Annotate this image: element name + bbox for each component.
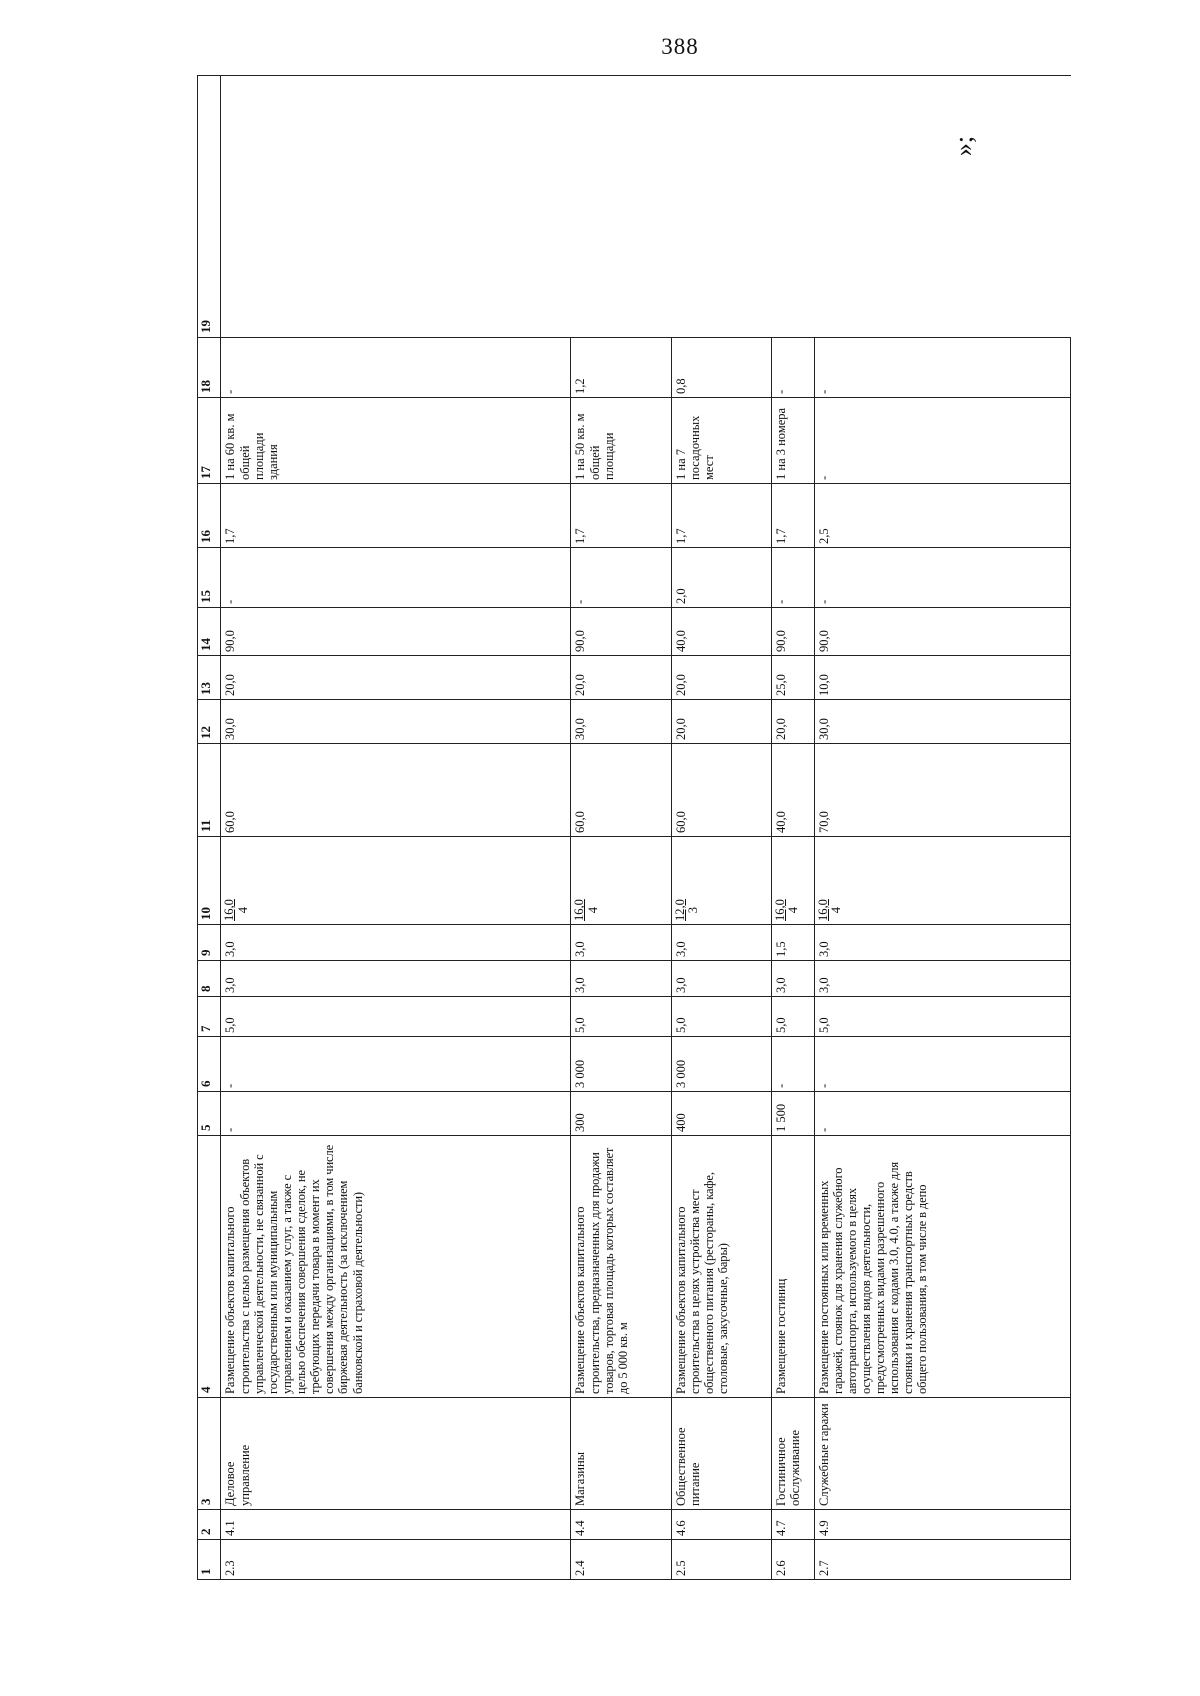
cell-1: 2.3 — [221, 1540, 571, 1580]
cell-3: Служебные гаражи — [814, 1398, 1070, 1510]
col-number-17: 17 — [198, 398, 221, 484]
cell-7: 5,0 — [571, 997, 671, 1037]
table-row — [221, 76, 571, 1580]
cell-13: 25,0 — [772, 656, 814, 700]
cell-14: 90,0 — [571, 608, 671, 656]
col-number-10: 10 — [198, 837, 221, 925]
fraction-numerator: 16,0 — [773, 899, 788, 921]
cell-10 — [772, 837, 814, 925]
cell-4: Размещение объектов капитального строительства в целях устройства мест общественного питания (рестораны, кафе, столовые, закусочные, бары) — [671, 1136, 771, 1398]
cell-17: - — [814, 398, 1070, 484]
cell-11: 40,0 — [772, 744, 814, 837]
col-number-8: 8 — [198, 961, 221, 997]
cell-1: 2.7 — [814, 1540, 1070, 1580]
cell-17: 1 на 60 кв. м общей площади здания — [221, 398, 571, 484]
col-number-3: 3 — [198, 1398, 221, 1510]
cell-6: 3 000 — [571, 1037, 671, 1092]
fraction-denominator: 4 — [828, 906, 843, 914]
cell-4: Размещение постоянных или временных гаражей, стоянок для хранения служебного автотранспорта, используемого в целях осуществления видов деятельности, предусмотренных видами разрешенного использования с кодами 3.0, 4.0, а также для стоянки и хранения транспортных средств общего пользования, в том числе в депо — [814, 1136, 1070, 1398]
cell-9: 3,0 — [221, 925, 571, 961]
regulations-table — [197, 75, 1071, 1580]
cell-11: 60,0 — [671, 744, 771, 837]
col-number-1: 1 — [198, 1540, 221, 1580]
cell-5: - — [221, 1092, 571, 1136]
cell-12: 20,0 — [671, 700, 771, 744]
cell-8: 3,0 — [571, 961, 671, 997]
fraction-denominator: 4 — [786, 906, 801, 914]
cell-16: 1,7 — [571, 484, 671, 548]
col-number-13: 13 — [198, 656, 221, 700]
page-number: 388 — [661, 34, 699, 59]
cell-13: 10,0 — [814, 656, 1070, 700]
cell-8: 3,0 — [814, 961, 1070, 997]
cell-13: 20,0 — [221, 656, 571, 700]
cell-7: 5,0 — [814, 997, 1070, 1037]
cell-16: 1,7 — [772, 484, 814, 548]
cell-7: 5,0 — [671, 997, 771, 1037]
cell-18: 0,8 — [671, 338, 771, 398]
cell-2: 4.1 — [221, 1510, 571, 1540]
cell-3: Деловое управление — [221, 1398, 571, 1510]
cell-6: - — [772, 1037, 814, 1092]
cell-6: - — [814, 1037, 1070, 1092]
col-number-12: 12 — [198, 700, 221, 744]
cell-7: 5,0 — [772, 997, 814, 1037]
col-number-18: 18 — [198, 338, 221, 398]
cell-10 — [571, 837, 671, 925]
fraction — [573, 899, 599, 921]
cell-10 — [671, 837, 771, 925]
cell-11: 60,0 — [571, 744, 671, 837]
fraction — [817, 899, 843, 921]
cell-15: - — [814, 548, 1070, 608]
cell-6: 3 000 — [671, 1037, 771, 1092]
fraction — [674, 899, 700, 921]
cell-9: 3,0 — [814, 925, 1070, 961]
fraction — [774, 899, 800, 921]
cell-14: 40,0 — [671, 608, 771, 656]
cell-12: 30,0 — [571, 700, 671, 744]
col-number-6: 6 — [198, 1037, 221, 1092]
cell-18: 1,2 — [571, 338, 671, 398]
col-number-11: 11 — [198, 744, 221, 837]
col-number-19: 19 — [198, 76, 221, 338]
cell-9: 3,0 — [671, 925, 771, 961]
cell-1: 2.4 — [571, 1540, 671, 1580]
cell-9: 1,5 — [772, 925, 814, 961]
cell-2: 4.4 — [571, 1510, 671, 1540]
cell-3: Гостиничное обслуживание — [772, 1398, 814, 1510]
col-number-14: 14 — [198, 608, 221, 656]
col-number-16: 16 — [198, 484, 221, 548]
cell-12: 30,0 — [221, 700, 571, 744]
cell-8: 3,0 — [671, 961, 771, 997]
fraction-denominator: 4 — [235, 906, 250, 914]
cell-13: 20,0 — [571, 656, 671, 700]
cell-14: 90,0 — [814, 608, 1070, 656]
cell-10 — [221, 837, 571, 925]
cell-11: 60,0 — [221, 744, 571, 837]
fraction-denominator: 4 — [585, 906, 600, 914]
cell-9: 3,0 — [571, 925, 671, 961]
cell-5: 400 — [671, 1092, 771, 1136]
fraction-denominator: 3 — [685, 906, 700, 914]
cell-2: 4.7 — [772, 1510, 814, 1540]
cell-14: 90,0 — [772, 608, 814, 656]
fraction — [223, 899, 249, 921]
col-number-2: 2 — [198, 1510, 221, 1540]
cell-16: 1,7 — [671, 484, 771, 548]
cell-12: 20,0 — [772, 700, 814, 744]
col-number-4: 4 — [198, 1136, 221, 1398]
cell-4: Размещение объектов капитального строительства, предназначенных для продажи товаров, торговая площадь которых составляет до 5 000 кв. м — [571, 1136, 671, 1398]
cell-2: 4.6 — [671, 1510, 771, 1540]
cell-5: 1 500 — [772, 1092, 814, 1136]
cell-4: Размещение объектов капитального строительства с целью размещения объектов управленческой деятельности, не связанной с государственным или муниципальным управлением и оказанием услуг, а также с целью обеспечения совершения сделок, не требующих передачи товара в момент их совершения между организациями, в том числе биржевая деятельность (за исключением банковской и страховой деятельности) — [221, 1136, 571, 1398]
cell-17: 1 на 7 посадочных мест — [671, 398, 771, 484]
cell-7: 5,0 — [221, 997, 571, 1037]
cell-16: 2,5 — [814, 484, 1070, 548]
cell-6: - — [221, 1037, 571, 1092]
cell-17: 1 на 3 номера — [772, 398, 814, 484]
cell-10 — [814, 837, 1070, 925]
col-number-5: 5 — [198, 1092, 221, 1136]
rotated-table-container — [197, 90, 1071, 1580]
cell-5: 300 — [571, 1092, 671, 1136]
cell-5: - — [814, 1092, 1070, 1136]
fraction-numerator: 16,0 — [815, 899, 830, 921]
col-number-9: 9 — [198, 925, 221, 961]
cell-8: 3,0 — [221, 961, 571, 997]
cell-3: Магазины — [571, 1398, 671, 1510]
cell-18: - — [814, 338, 1070, 398]
header-row — [198, 76, 221, 1580]
cell-15: - — [772, 548, 814, 608]
cell-11: 70,0 — [814, 744, 1070, 837]
fraction-numerator: 16,0 — [572, 899, 587, 921]
cell-13: 20,0 — [671, 656, 771, 700]
cell-17: 1 на 50 кв. м общей площади — [571, 398, 671, 484]
cell-2: 4.9 — [814, 1510, 1070, 1540]
fraction-numerator: 12,0 — [672, 899, 687, 921]
cell-8: 3,0 — [772, 961, 814, 997]
col-number-7: 7 — [198, 997, 221, 1037]
cell-12: 30,0 — [814, 700, 1070, 744]
cell-18: - — [772, 338, 814, 398]
cell-4: Размещение гостиниц — [772, 1136, 814, 1398]
cell-15: - — [221, 548, 571, 608]
fraction-numerator: 16,0 — [222, 899, 237, 921]
cell-16: 1,7 — [221, 484, 571, 548]
cell-18: - — [221, 338, 571, 398]
cell-3: Общественное питание — [671, 1398, 771, 1510]
cell-14: 90,0 — [221, 608, 571, 656]
cell-1: 2.6 — [772, 1540, 814, 1580]
cell-1: 2.5 — [671, 1540, 771, 1580]
col-number-15: 15 — [198, 548, 221, 608]
closing-quote-text: »; — [948, 135, 978, 157]
cell-19-empty — [221, 76, 1071, 338]
cell-15: 2,0 — [671, 548, 771, 608]
cell-15: - — [571, 548, 671, 608]
